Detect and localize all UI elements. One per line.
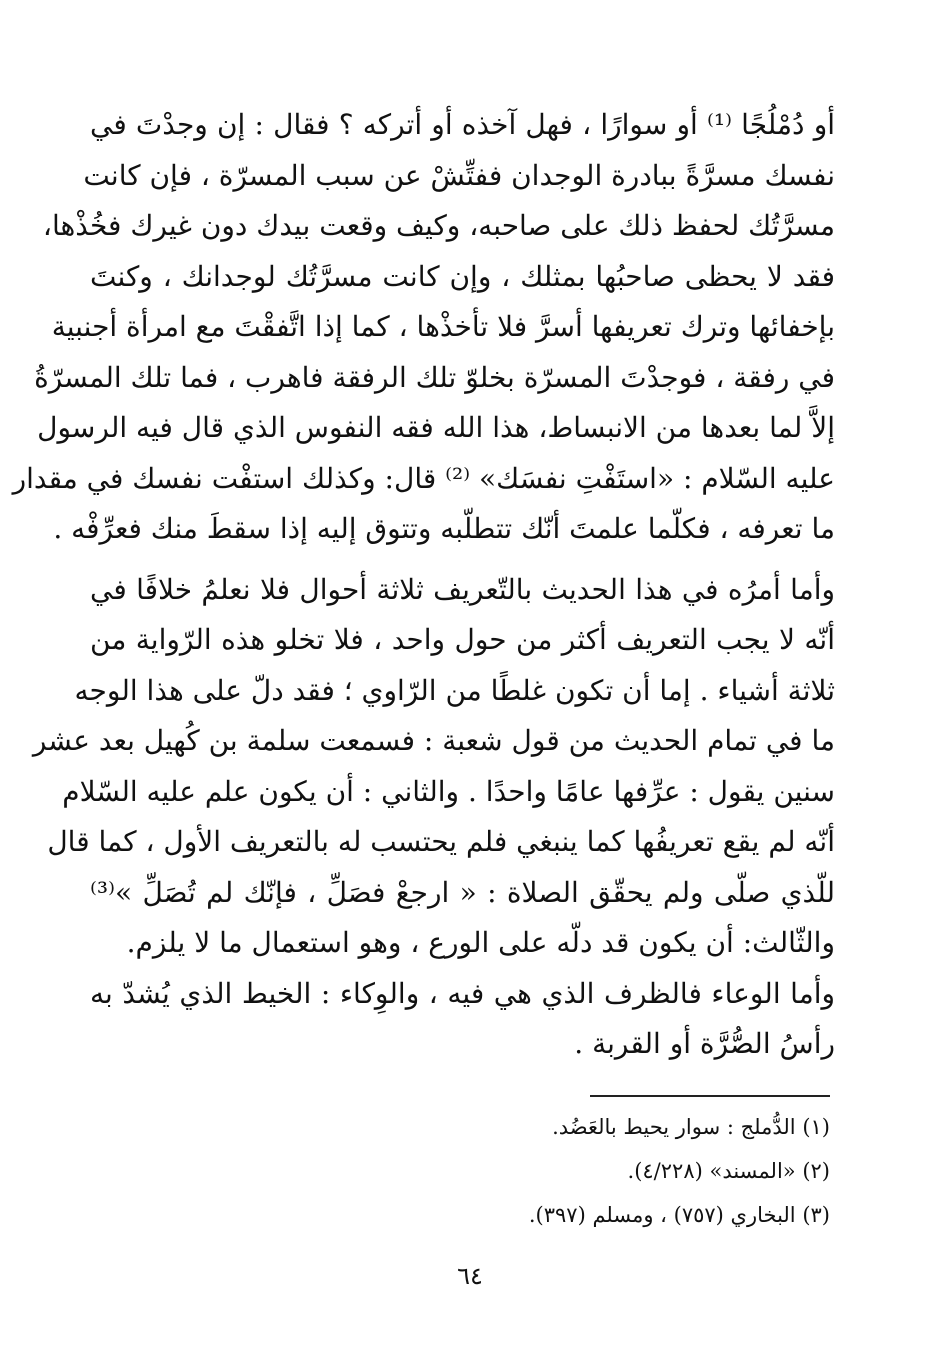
footnotes xyxy=(400,1105,830,1237)
text-line: نفسك مسرَّةً ببادرة الوجدان ففتِّشْ عن سبب المسرّة ، فإن كانت xyxy=(83,158,835,192)
text-line: مسرَّتُك لحفظ ذلك على صاحبه، وكيف وقعت بيدك دون غيرك فخُذْها، xyxy=(42,209,835,242)
text-line: وأما الوعاء فالظرف الذي هي فيه ، والوِكاء : الخيط الذي يُشدّ به xyxy=(90,976,835,1010)
page-number: ٦٤ xyxy=(457,1262,483,1290)
text-line: بإخفائها وترك تعريفها أسرَّ فلا تأخذْها ، كما إذا اتَّفقْتَ مع امرأة أجنبية xyxy=(51,310,835,343)
text-line: ما تعرفه ، فكلّما علمتَ أنّك تتطلّبه وتتوق إليه إذا سقطَ منك فعرِّفْه . xyxy=(53,512,835,545)
text-line: أنّه لم يقع تعريفُها كما ينبغي فلم يحتسب له بالتعريف الأول ، كما قال xyxy=(47,825,835,858)
paragraph-2 xyxy=(32,565,835,969)
text-line: رأسُ الصُّرَّة أو القربة . xyxy=(574,1027,835,1060)
paragraph-1 xyxy=(12,100,835,555)
text-line: سنين يقول : عرِّفها عامًا واحدًا . والثاني : أن يكون علم عليه السّلام xyxy=(62,774,835,808)
text-line: في رفقة ، فوجدْتَ المسرّة بخلوّ تلك الرفقة فاهرب ، فما تلك المسرّةُ xyxy=(34,360,835,394)
text-line: أنّه لا يجب التعريف أكثر من حول واحد ، فلا تخلو هذه الرّواية من xyxy=(90,623,835,656)
footnote-3: (٣) البخاري (٧٥٧) ، ومسلم (٣٩٧). xyxy=(528,1203,830,1227)
text-line: وأما أمرُه في هذا الحديث بالتّعريف ثلاثة أحوال فلا نعلمُ خلافًا في xyxy=(90,572,835,606)
text-line: عليه السّلام : «استَفْتِ نفسَك» ⁽²⁾ قال: وكذلك استفْت نفسك في مقدار xyxy=(12,461,835,495)
paragraph-gap xyxy=(90,555,835,565)
text-line: للّذي صلّى ولم يحقّق الصلاة : « ارجعْ فصَلِّ ، فإنّك لم تُصَلِّ »⁽³⁾ xyxy=(90,875,835,909)
text-line: أو دُمْلُجًا ⁽¹⁾ أو سوارًا ، فهل آخذه أو أتركه ؟ فقال : إن وجدْتَ في xyxy=(90,108,835,141)
footnote-2: (٢) «المسند» (٤/٢٢٨). xyxy=(627,1159,830,1183)
main-text xyxy=(12,100,835,1070)
footnote-divider xyxy=(590,1095,830,1097)
text-line: فقد لا يحظى صاحبُها بمثلك ، وإن كانت مسرَّتُك لوجدانك ، وكنتَ xyxy=(90,259,835,293)
paragraph-3 xyxy=(90,969,835,1070)
text-line: ما في تمام الحديث من قول شعبة : فسمعت سلمة بن كُهيل بعد عشر xyxy=(32,724,835,757)
text-line: والثّالث: أن يكون قد دلّه على الورع ، وهو استعمال ما لا يلزم. xyxy=(126,926,835,959)
text-line: إلاَّ لما بعدها من الانبساط، هذا الله فقه النفوس الذي قال فيه الرسول xyxy=(37,411,835,444)
footnote-1: (١) الدُّملج : سوار يحيط بالعَضُد. xyxy=(552,1115,830,1139)
text-line: ثلاثة أشياء . إما أن تكون غلطًا من الرّاوي ؛ فقد دلّ على هذا الوجه xyxy=(74,673,835,707)
